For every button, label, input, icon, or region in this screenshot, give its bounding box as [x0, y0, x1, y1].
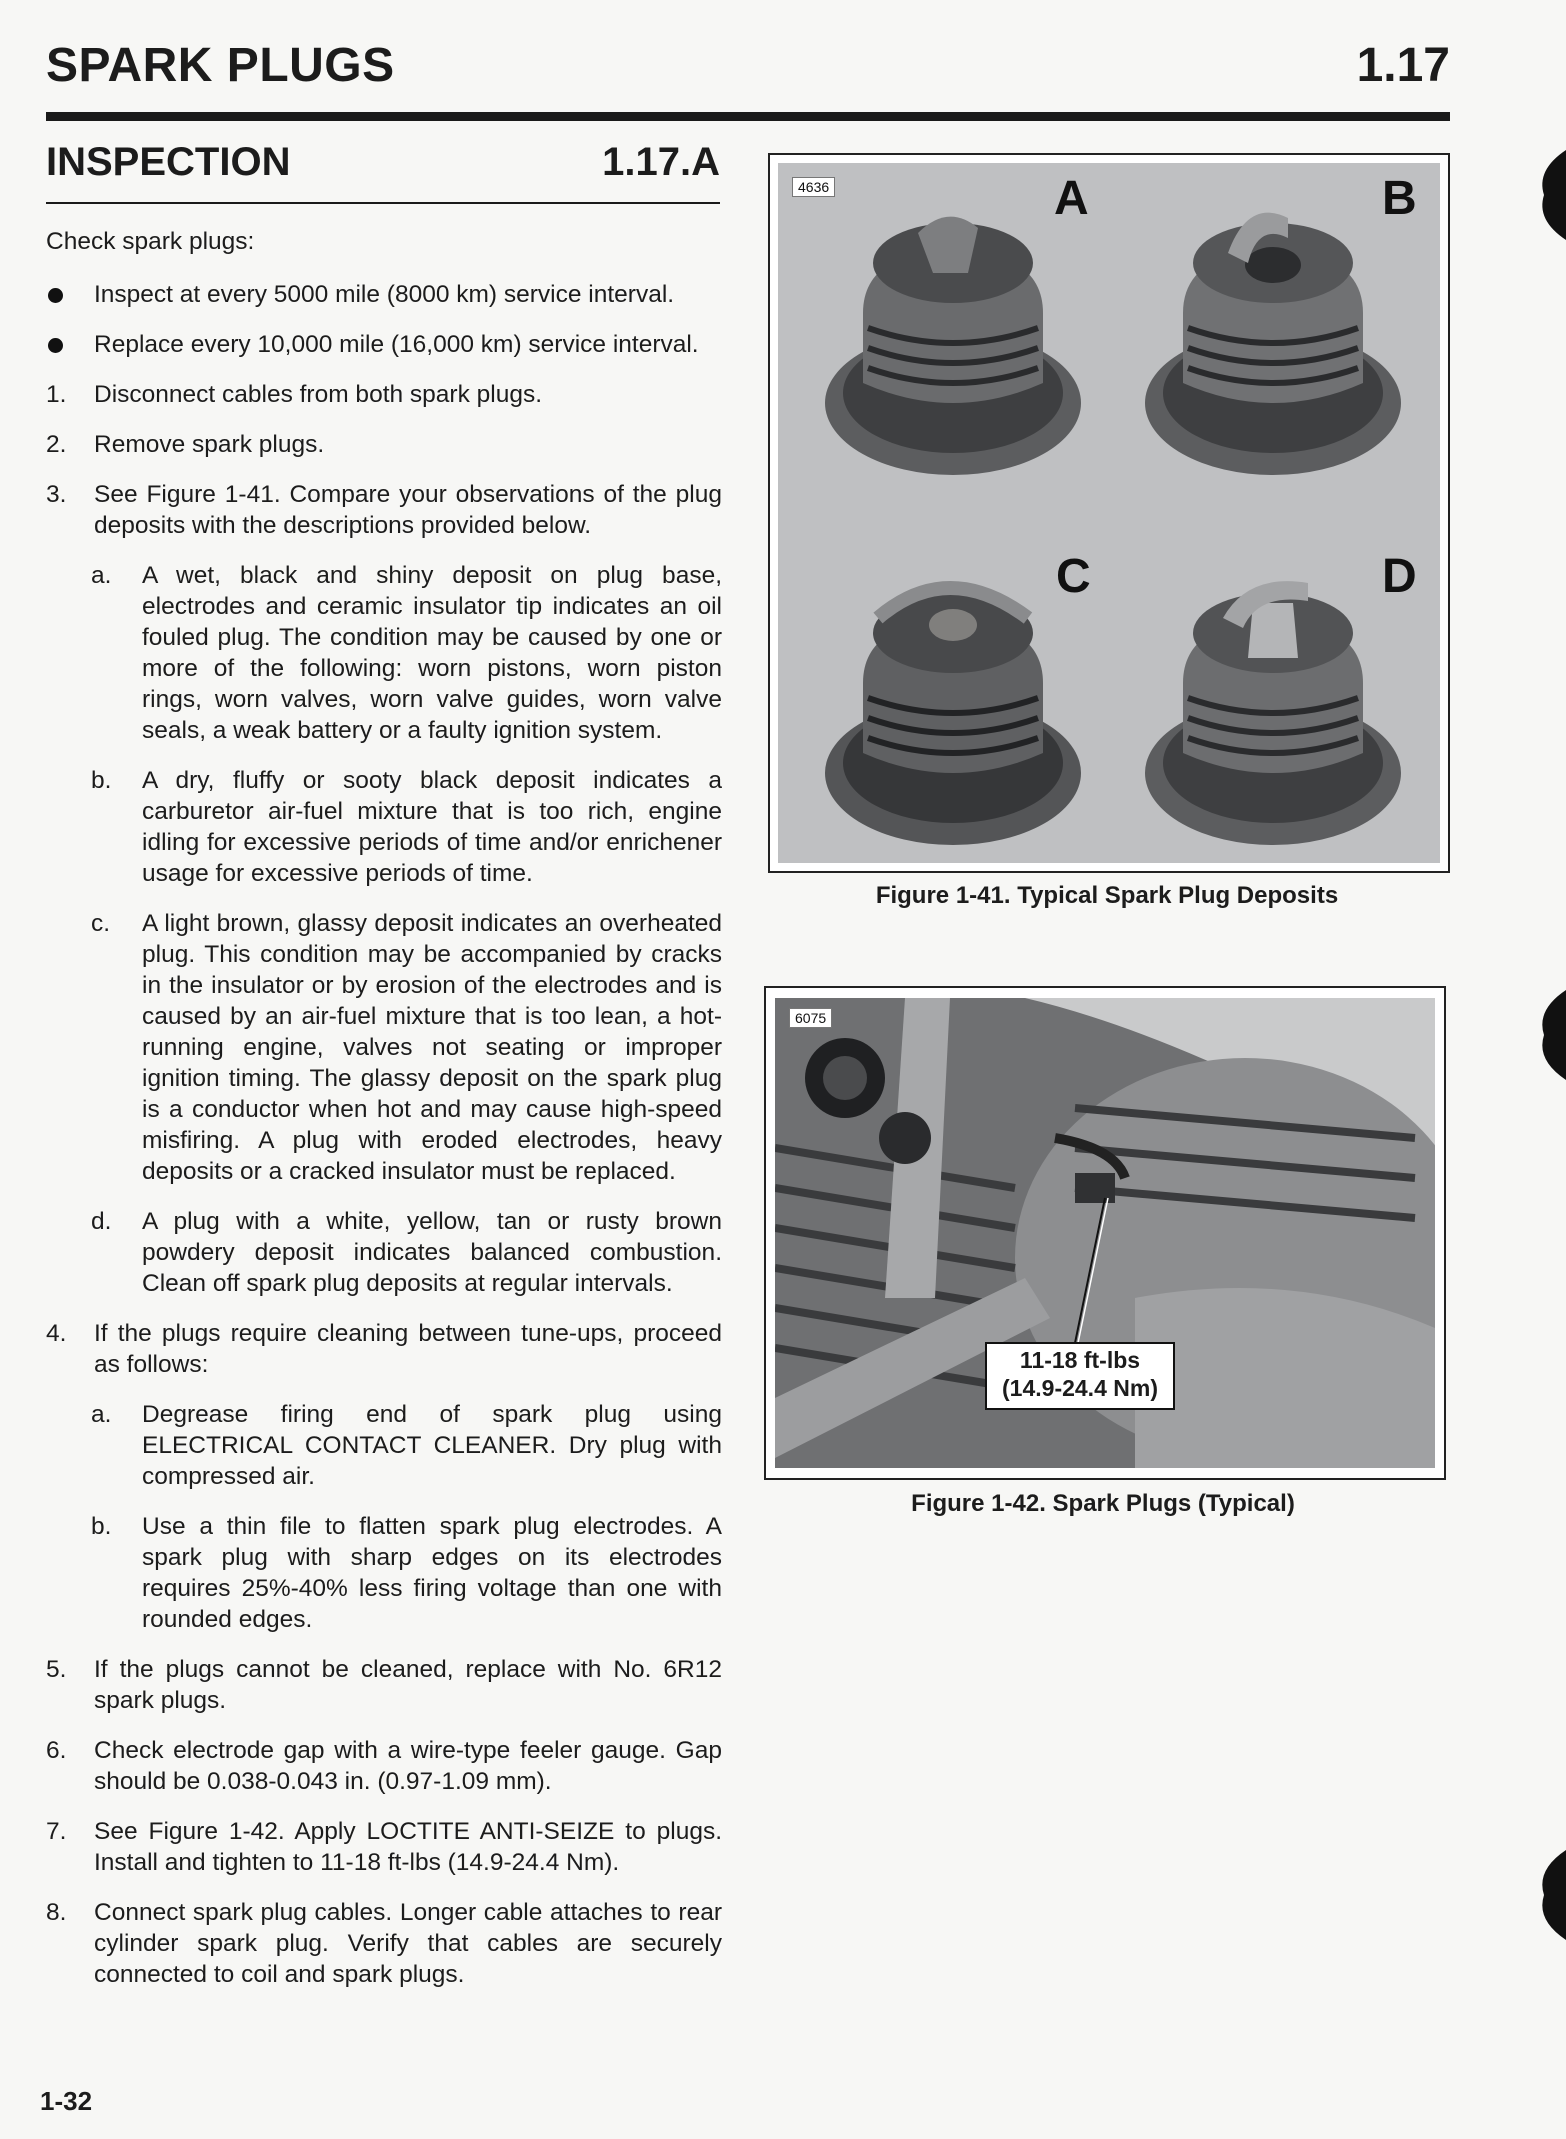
edge-tab-icon: [1536, 990, 1566, 1080]
substep-text: A light brown, glassy deposit indicates an overheated plug. This condition may be accompanied by cracks in the insulator or by erosion of the electrodes and is caused by an air-fuel mixture that is too lean, a hot-running engine, valves not seating or improper ignition timing. The glassy deposit on the spark plug is a conductor when hot and may cause high-speed misfiring. A plug with eroded electrodes, heavy deposits or a cracked insulator must be replaced.: [142, 910, 722, 1185]
photo-id: 6075: [789, 1008, 832, 1028]
substep-text: A wet, black and shiny deposit on plug base, electrodes and ceramic insulator tip indicates an oil fouled plug. The condition may be caused by one or more of the following: worn pistons, worn piston rings, worn valves, worn valve guides, worn valve seals, a weak battery or a faulty ignition system.: [142, 562, 722, 744]
section-title: INSPECTION: [46, 140, 291, 184]
section-rule: [46, 202, 720, 204]
step-item: [46, 1897, 722, 1990]
substep-item: [46, 1399, 722, 1492]
step-number: 6.: [46, 1737, 67, 1764]
step-item: [46, 1816, 722, 1878]
substep-item: [46, 908, 722, 1187]
step-item: [46, 379, 722, 410]
step-number: 8.: [46, 1899, 67, 1926]
bullet-item: [46, 329, 722, 360]
step-number: 4.: [46, 1320, 67, 1347]
edge-tab-icon: [1536, 1850, 1566, 1940]
spark-plugs-engine-photo: [775, 998, 1435, 1468]
step-text: If the plugs require cleaning between tune-ups, proceed as follows:: [94, 1320, 722, 1378]
figure-1-42: [764, 986, 1446, 1480]
substep-letter: a.: [91, 562, 112, 589]
step-text: Remove spark plugs.: [94, 431, 325, 458]
page-section-number: 1.17: [1356, 39, 1450, 92]
substep-letter: b.: [91, 1513, 112, 1540]
spark-plug-deposits-photo: [778, 163, 1440, 863]
substep-letter: a.: [91, 1401, 112, 1428]
section-heading: [46, 140, 720, 200]
substep-text: Degrease firing end of spark plug using ELECTRICAL CONTACT CLEANER. Dry plug with compressed air.: [142, 1401, 722, 1490]
figure-1-42-caption: Figure 1-42. Spark Plugs (Typical): [911, 1490, 1295, 1517]
substep-item: [46, 560, 722, 746]
plug-label-c: C: [1056, 550, 1091, 603]
step-text: Connect spark plug cables. Longer cable attaches to rear cylinder spark plug. Verify that cables are securely connected to coil and spark plugs.: [94, 1899, 722, 1988]
spark-plug-a-icon: [818, 193, 1088, 483]
bullet-item: [46, 279, 722, 310]
step-text: Disconnect cables from both spark plugs.: [94, 381, 543, 408]
step-number: 1.: [46, 381, 67, 408]
step-number: 3.: [46, 481, 67, 508]
intro-text: Check spark plugs:: [46, 228, 255, 255]
bullet-text: Inspect at every 5000 mile (8000 km) service interval.: [94, 281, 675, 308]
spark-plug-c-icon: [818, 563, 1088, 853]
figure-1-41-caption: Figure 1-41. Typical Spark Plug Deposits: [875, 882, 1339, 909]
step-item: [46, 479, 722, 541]
step-text: See Figure 1-42. Apply LOCTITE ANTI-SEIZE to plugs. Install and tighten to 11-18 ft-lbs (14.9-24.4 Nm).: [94, 1818, 722, 1876]
substep-text: A dry, fluffy or sooty black deposit indicates a carburetor air-fuel mixture that is too rich, engine idling for excessive periods of time and/or enrichener usage for excessive periods of time.: [142, 767, 722, 887]
body-text: [46, 226, 722, 2009]
bullet-text: Replace every 10,000 mile (16,000 km) service interval.: [94, 331, 699, 358]
plug-label-d: D: [1382, 550, 1417, 603]
substep-item: [46, 1511, 722, 1635]
torque-callout: [985, 1342, 1175, 1410]
substep-item: [46, 1206, 722, 1299]
page-header: [46, 38, 1450, 98]
step-number: 7.: [46, 1818, 67, 1845]
step-text: See Figure 1-41. Compare your observations of the plug deposits with the descriptions provided below.: [94, 481, 722, 539]
figure-1-41: [768, 153, 1450, 873]
step-text: Check electrode gap with a wire-type feeler gauge. Gap should be 0.038-0.043 in. (0.97-1.09 mm).: [94, 1737, 722, 1795]
substep-letter: c.: [91, 910, 111, 937]
substep-letter: b.: [91, 767, 112, 794]
section-number: 1.17.A: [602, 140, 720, 184]
substep-letter: d.: [91, 1208, 112, 1235]
page-title: SPARK PLUGS: [46, 39, 395, 92]
torque-nm: (14.9-24.4 Nm): [1002, 1375, 1158, 1401]
plug-label-a: A: [1054, 172, 1089, 225]
bullet-dot-icon: [48, 338, 63, 353]
torque-ftlbs: 11-18 ft-lbs: [1019, 1347, 1141, 1373]
step-item: [46, 1735, 722, 1797]
header-rule: [46, 112, 1450, 121]
step-text: If the plugs cannot be cleaned, replace with No. 6R12 spark plugs.: [94, 1656, 722, 1714]
plug-label-b: B: [1382, 172, 1417, 225]
substep-item: [46, 765, 722, 889]
step-number: 5.: [46, 1656, 67, 1683]
page-number: 1-32: [40, 2086, 93, 2116]
substep-text: A plug with a white, yellow, tan or rusty brown powdery deposit indicates balanced combustion. Clean off spark plug deposits at regular intervals.: [142, 1208, 722, 1297]
spark-plug-b-icon: [1138, 193, 1408, 483]
step-item: [46, 429, 722, 460]
photo-id: 4636: [792, 177, 835, 197]
spark-plug-d-icon: [1138, 563, 1408, 853]
substep-text: Use a thin file to flatten spark plug electrodes. A spark plug with sharp edges on its electrodes requires 25%-40% less firing voltage than one with rounded edges.: [142, 1513, 722, 1633]
edge-tab-icon: [1536, 150, 1566, 240]
step-item: [46, 1318, 722, 1380]
bullet-dot-icon: [48, 288, 63, 303]
step-item: [46, 1654, 722, 1716]
step-number: 2.: [46, 431, 67, 458]
